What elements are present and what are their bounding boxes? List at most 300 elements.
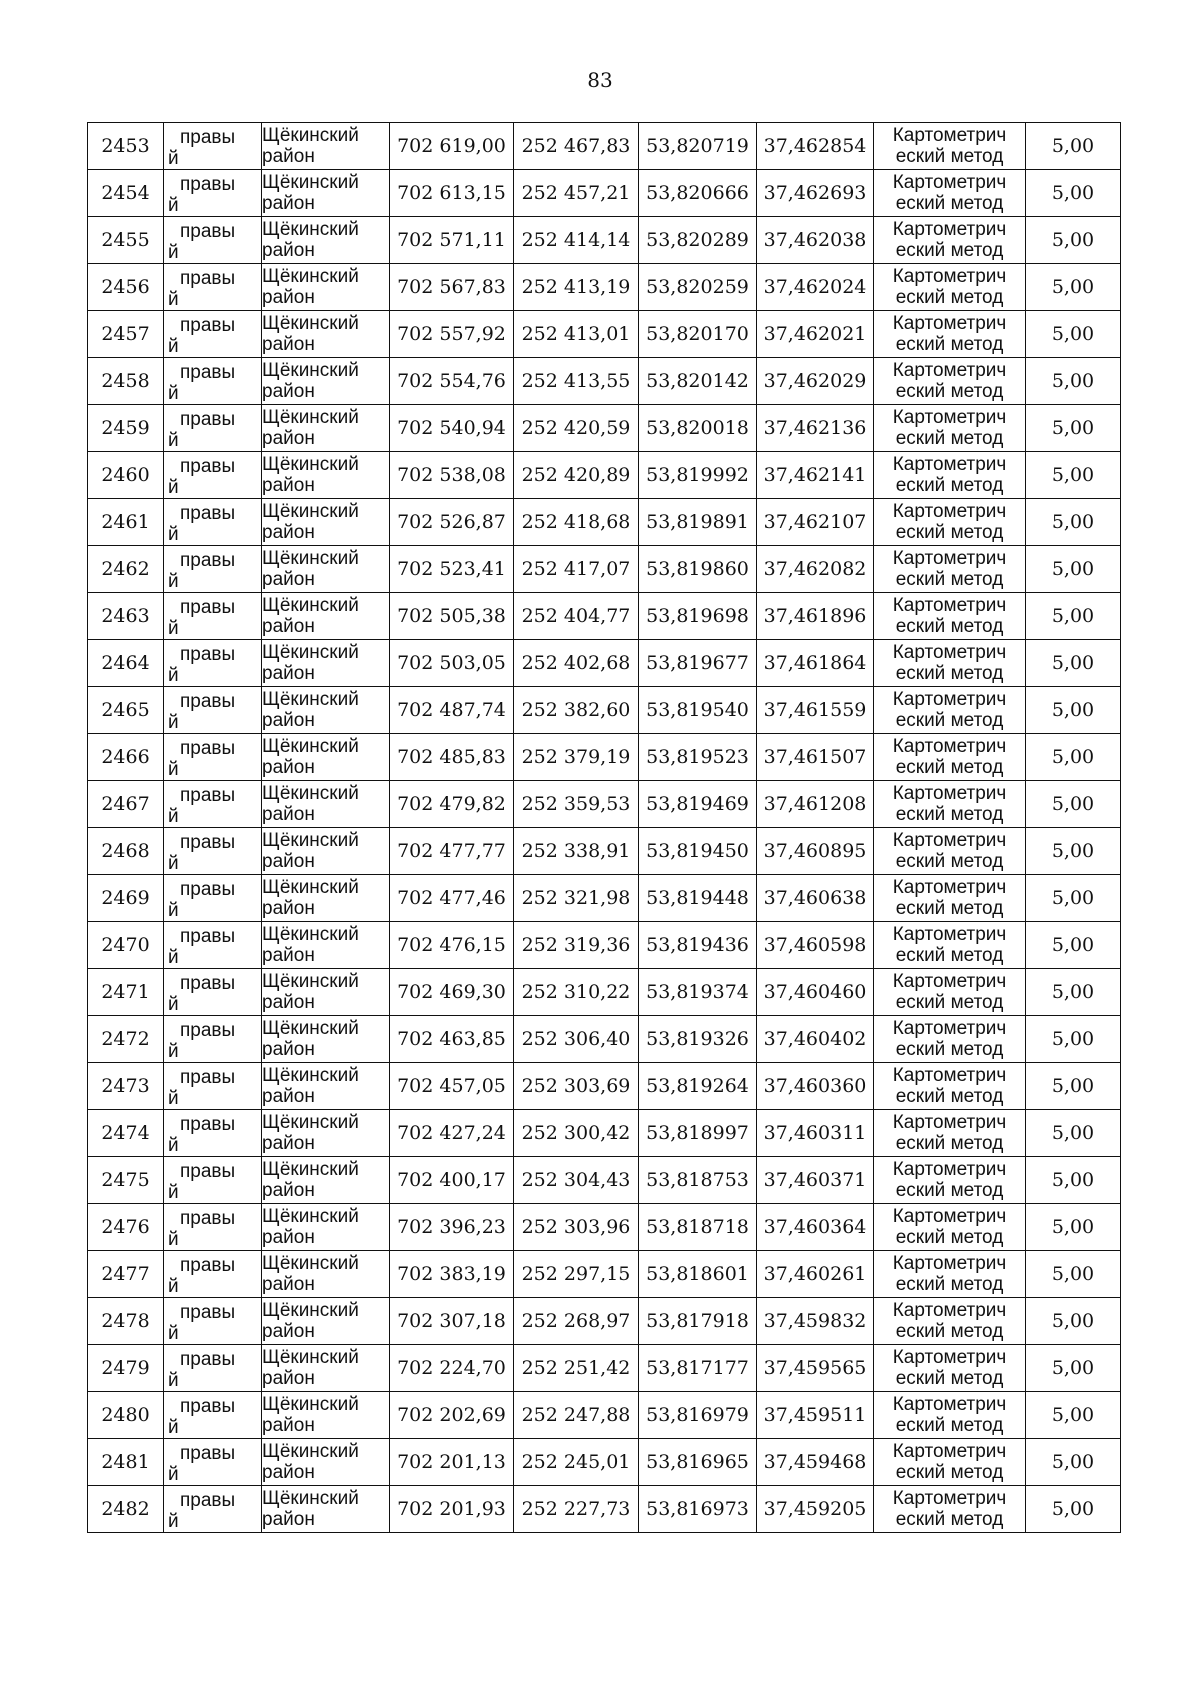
side-cell (164, 311, 262, 358)
district-text-line1: Щёкинский (262, 219, 359, 240)
side-text-line2: й (168, 993, 179, 1015)
method-text-line1: Картометрич (892, 125, 1007, 146)
district-cell (262, 640, 390, 687)
latitude-cell: 53,819448 (639, 875, 757, 922)
method-cell (874, 170, 1026, 217)
side-text-line1: правы (180, 1254, 236, 1276)
district-cell (262, 1204, 390, 1251)
y-coordinate-cell: 252 413,19 (514, 264, 639, 311)
method-text-line2: еский метод (895, 146, 1004, 167)
method-text-line1: Картометрич (892, 454, 1007, 475)
longitude-cell: 37,460371 (757, 1157, 874, 1204)
x-coordinate-cell: 702 383,19 (390, 1251, 514, 1298)
table-row (88, 687, 1121, 734)
side-cell (164, 1298, 262, 1345)
x-coordinate-cell: 702 224,70 (390, 1345, 514, 1392)
district-text-line1: Щёкинский (262, 501, 359, 522)
side-cell (164, 1486, 262, 1533)
accuracy-cell: 5,00 (1026, 1486, 1121, 1533)
district-text-line2: район (262, 1368, 315, 1389)
y-coordinate-cell: 252 467,83 (514, 123, 639, 170)
accuracy-cell: 5,00 (1026, 922, 1121, 969)
accuracy-cell: 5,00 (1026, 499, 1121, 546)
accuracy-cell: 5,00 (1026, 170, 1121, 217)
district-text-line1: Щёкинский (262, 172, 359, 193)
longitude-cell: 37,462693 (757, 170, 874, 217)
side-cell (164, 969, 262, 1016)
side-text-line1: правы (180, 455, 236, 477)
method-text-line1: Картометрич (892, 1488, 1007, 1509)
district-text-line1: Щёкинский (262, 1441, 359, 1462)
side-cell (164, 358, 262, 405)
side-text-line1: правы (180, 690, 236, 712)
district-text-line2: район (262, 1274, 315, 1295)
district-cell (262, 593, 390, 640)
district-text-line2: район (262, 851, 315, 872)
method-text-line1: Картометрич (892, 1018, 1007, 1039)
method-text-line2: еский метод (895, 193, 1004, 214)
longitude-cell: 37,460261 (757, 1251, 874, 1298)
method-text-line1: Картометрич (892, 219, 1007, 240)
side-text-line1: правы (180, 1489, 236, 1511)
x-coordinate-cell: 702 485,83 (390, 734, 514, 781)
method-cell (874, 734, 1026, 781)
side-text-line1: правы (180, 1113, 236, 1135)
side-text-line1: правы (180, 1442, 236, 1464)
point-number-cell: 2471 (88, 969, 164, 1016)
x-coordinate-cell: 702 554,76 (390, 358, 514, 405)
method-text-line1: Картометрич (892, 642, 1007, 663)
table-row (88, 1016, 1121, 1063)
method-cell (874, 452, 1026, 499)
point-number-cell: 2455 (88, 217, 164, 264)
latitude-cell: 53,819523 (639, 734, 757, 781)
accuracy-cell: 5,00 (1026, 546, 1121, 593)
x-coordinate-cell: 702 477,46 (390, 875, 514, 922)
method-text-line2: еский метод (895, 475, 1004, 496)
side-cell (164, 499, 262, 546)
longitude-cell: 37,460364 (757, 1204, 874, 1251)
longitude-cell: 37,461208 (757, 781, 874, 828)
method-text-line2: еский метод (895, 663, 1004, 684)
district-cell (262, 311, 390, 358)
x-coordinate-cell: 702 619,00 (390, 123, 514, 170)
longitude-cell: 37,460598 (757, 922, 874, 969)
y-coordinate-cell: 252 402,68 (514, 640, 639, 687)
side-cell (164, 1345, 262, 1392)
method-text-line1: Картометрич (892, 689, 1007, 710)
table-row (88, 1298, 1121, 1345)
side-text-line2: й (168, 194, 179, 216)
side-cell (164, 1016, 262, 1063)
method-text-line2: еский метод (895, 1274, 1004, 1295)
district-text-line1: Щёкинский (262, 1065, 359, 1086)
district-cell (262, 1016, 390, 1063)
longitude-cell: 37,460402 (757, 1016, 874, 1063)
method-text-line2: еский метод (895, 945, 1004, 966)
side-cell (164, 1204, 262, 1251)
x-coordinate-cell: 702 503,05 (390, 640, 514, 687)
district-text-line2: район (262, 381, 315, 402)
point-number-cell: 2480 (88, 1392, 164, 1439)
method-text-line1: Картометрич (892, 830, 1007, 851)
district-text-line1: Щёкинский (262, 313, 359, 334)
district-text-line2: район (262, 1415, 315, 1436)
x-coordinate-cell: 702 307,18 (390, 1298, 514, 1345)
x-coordinate-cell: 702 396,23 (390, 1204, 514, 1251)
method-cell (874, 1439, 1026, 1486)
district-text-line1: Щёкинский (262, 1300, 359, 1321)
x-coordinate-cell: 702 463,85 (390, 1016, 514, 1063)
y-coordinate-cell: 252 338,91 (514, 828, 639, 875)
district-text-line1: Щёкинский (262, 266, 359, 287)
table-row (88, 452, 1121, 499)
district-cell (262, 123, 390, 170)
accuracy-cell: 5,00 (1026, 1110, 1121, 1157)
side-text-line2: й (168, 664, 179, 686)
side-cell (164, 546, 262, 593)
latitude-cell: 53,819264 (639, 1063, 757, 1110)
longitude-cell: 37,460311 (757, 1110, 874, 1157)
method-text-line2: еский метод (895, 1415, 1004, 1436)
y-coordinate-cell: 252 359,53 (514, 781, 639, 828)
latitude-cell: 53,816965 (639, 1439, 757, 1486)
method-text-line2: еский метод (895, 334, 1004, 355)
table-row (88, 1251, 1121, 1298)
accuracy-cell: 5,00 (1026, 264, 1121, 311)
longitude-cell: 37,462021 (757, 311, 874, 358)
district-text-line2: район (262, 428, 315, 449)
method-cell (874, 1392, 1026, 1439)
accuracy-cell: 5,00 (1026, 781, 1121, 828)
method-cell (874, 1110, 1026, 1157)
table-row (88, 1204, 1121, 1251)
method-text-line2: еский метод (895, 240, 1004, 261)
latitude-cell: 53,818753 (639, 1157, 757, 1204)
side-text-line1: правы (180, 314, 236, 336)
method-text-line1: Картометрич (892, 1112, 1007, 1133)
side-text-line2: й (168, 1416, 179, 1438)
side-text-line2: й (168, 1040, 179, 1062)
point-number-cell: 2458 (88, 358, 164, 405)
method-text-line2: еский метод (895, 428, 1004, 449)
table-row (88, 1063, 1121, 1110)
side-text-line1: правы (180, 408, 236, 430)
side-text-line2: й (168, 1228, 179, 1250)
district-cell (262, 1110, 390, 1157)
district-text-line2: район (262, 710, 315, 731)
district-text-line2: район (262, 804, 315, 825)
district-cell (262, 1298, 390, 1345)
accuracy-cell: 5,00 (1026, 1251, 1121, 1298)
district-text-line1: Щёкинский (262, 1488, 359, 1509)
side-text-line2: й (168, 1275, 179, 1297)
side-cell (164, 828, 262, 875)
side-cell (164, 1392, 262, 1439)
point-number-cell: 2481 (88, 1439, 164, 1486)
method-text-line2: еский метод (895, 569, 1004, 590)
accuracy-cell: 5,00 (1026, 311, 1121, 358)
latitude-cell: 53,819436 (639, 922, 757, 969)
latitude-cell: 53,819677 (639, 640, 757, 687)
side-cell (164, 593, 262, 640)
accuracy-cell: 5,00 (1026, 734, 1121, 781)
method-text-line1: Картометрич (892, 1441, 1007, 1462)
side-text-line2: й (168, 1463, 179, 1485)
longitude-cell: 37,459511 (757, 1392, 874, 1439)
table-row (88, 828, 1121, 875)
x-coordinate-cell: 702 538,08 (390, 452, 514, 499)
district-text-line1: Щёкинский (262, 1347, 359, 1368)
point-number-cell: 2465 (88, 687, 164, 734)
longitude-cell: 37,459468 (757, 1439, 874, 1486)
district-text-line2: район (262, 1086, 315, 1107)
table-row (88, 640, 1121, 687)
method-text-line2: еский метод (895, 898, 1004, 919)
page-number: 83 (587, 68, 613, 92)
accuracy-cell: 5,00 (1026, 687, 1121, 734)
method-text-line1: Картометрич (892, 736, 1007, 757)
side-text-line1: правы (180, 643, 236, 665)
latitude-cell: 53,819326 (639, 1016, 757, 1063)
accuracy-cell: 5,00 (1026, 1439, 1121, 1486)
district-text-line1: Щёкинский (262, 407, 359, 428)
x-coordinate-cell: 702 526,87 (390, 499, 514, 546)
point-number-cell: 2454 (88, 170, 164, 217)
method-text-line2: еский метод (895, 1039, 1004, 1060)
y-coordinate-cell: 252 382,60 (514, 687, 639, 734)
method-text-line1: Картометрич (892, 172, 1007, 193)
accuracy-cell: 5,00 (1026, 358, 1121, 405)
method-text-line1: Картометрич (892, 501, 1007, 522)
method-cell (874, 1298, 1026, 1345)
method-text-line1: Картометрич (892, 783, 1007, 804)
method-cell (874, 875, 1026, 922)
x-coordinate-cell: 702 487,74 (390, 687, 514, 734)
longitude-cell: 37,462082 (757, 546, 874, 593)
x-coordinate-cell: 702 400,17 (390, 1157, 514, 1204)
district-text-line1: Щёкинский (262, 125, 359, 146)
point-number-cell: 2460 (88, 452, 164, 499)
accuracy-cell: 5,00 (1026, 969, 1121, 1016)
method-cell (874, 593, 1026, 640)
x-coordinate-cell: 702 567,83 (390, 264, 514, 311)
method-text-line2: еский метод (895, 616, 1004, 637)
latitude-cell: 53,817918 (639, 1298, 757, 1345)
method-text-line2: еский метод (895, 1086, 1004, 1107)
y-coordinate-cell: 252 413,55 (514, 358, 639, 405)
method-cell (874, 687, 1026, 734)
district-text-line1: Щёкинский (262, 360, 359, 381)
side-cell (164, 217, 262, 264)
side-cell (164, 405, 262, 452)
method-text-line2: еский метод (895, 1462, 1004, 1483)
method-text-line2: еский метод (895, 522, 1004, 543)
point-number-cell: 2482 (88, 1486, 164, 1533)
district-text-line2: район (262, 663, 315, 684)
district-text-line1: Щёкинский (262, 548, 359, 569)
side-text-line1: правы (180, 596, 236, 618)
table-row (88, 1345, 1121, 1392)
district-cell (262, 1392, 390, 1439)
district-cell (262, 969, 390, 1016)
method-text-line1: Картометрич (892, 1159, 1007, 1180)
district-cell (262, 734, 390, 781)
side-text-line1: правы (180, 831, 236, 853)
side-cell (164, 781, 262, 828)
table-row (88, 405, 1121, 452)
table-row (88, 1157, 1121, 1204)
table-row (88, 922, 1121, 969)
side-cell (164, 640, 262, 687)
y-coordinate-cell: 252 297,15 (514, 1251, 639, 1298)
y-coordinate-cell: 252 321,98 (514, 875, 639, 922)
side-text-line2: й (168, 288, 179, 310)
table-row (88, 217, 1121, 264)
accuracy-cell: 5,00 (1026, 875, 1121, 922)
district-text-line1: Щёкинский (262, 1253, 359, 1274)
table-row (88, 1439, 1121, 1486)
y-coordinate-cell: 252 247,88 (514, 1392, 639, 1439)
x-coordinate-cell: 702 557,92 (390, 311, 514, 358)
side-text-line2: й (168, 476, 179, 498)
latitude-cell: 53,820259 (639, 264, 757, 311)
point-number-cell: 2477 (88, 1251, 164, 1298)
longitude-cell: 37,459832 (757, 1298, 874, 1345)
district-text-line2: район (262, 1039, 315, 1060)
side-text-line2: й (168, 429, 179, 451)
district-cell (262, 828, 390, 875)
district-cell (262, 170, 390, 217)
y-coordinate-cell: 252 420,59 (514, 405, 639, 452)
accuracy-cell: 5,00 (1026, 1298, 1121, 1345)
y-coordinate-cell: 252 268,97 (514, 1298, 639, 1345)
method-text-line1: Картометрич (892, 924, 1007, 945)
x-coordinate-cell: 702 469,30 (390, 969, 514, 1016)
method-text-line1: Картометрич (892, 595, 1007, 616)
y-coordinate-cell: 252 414,14 (514, 217, 639, 264)
district-text-line2: район (262, 1321, 315, 1342)
y-coordinate-cell: 252 303,69 (514, 1063, 639, 1110)
side-text-line1: правы (180, 361, 236, 383)
district-cell (262, 1251, 390, 1298)
x-coordinate-cell: 702 427,24 (390, 1110, 514, 1157)
district-cell (262, 1063, 390, 1110)
table-row (88, 499, 1121, 546)
table-row (88, 170, 1121, 217)
side-text-line2: й (168, 1134, 179, 1156)
district-text-line2: район (262, 757, 315, 778)
latitude-cell: 53,820666 (639, 170, 757, 217)
district-text-line2: район (262, 146, 315, 167)
district-cell (262, 1439, 390, 1486)
table-row (88, 875, 1121, 922)
district-text-line1: Щёкинский (262, 1394, 359, 1415)
table-row (88, 1392, 1121, 1439)
side-text-line2: й (168, 382, 179, 404)
side-text-line2: й (168, 1322, 179, 1344)
method-text-line1: Картометрич (892, 1065, 1007, 1086)
table-body (88, 123, 1121, 1533)
longitude-cell: 37,461507 (757, 734, 874, 781)
district-cell (262, 922, 390, 969)
method-cell (874, 1063, 1026, 1110)
side-text-line1: правы (180, 220, 236, 242)
side-cell (164, 1251, 262, 1298)
accuracy-cell: 5,00 (1026, 452, 1121, 499)
method-text-line1: Картометрич (892, 360, 1007, 381)
district-text-line1: Щёкинский (262, 877, 359, 898)
longitude-cell: 37,459565 (757, 1345, 874, 1392)
method-text-line2: еский метод (895, 757, 1004, 778)
point-number-cell: 2469 (88, 875, 164, 922)
district-cell (262, 217, 390, 264)
method-text-line2: еский метод (895, 1368, 1004, 1389)
method-text-line2: еский метод (895, 710, 1004, 731)
district-cell (262, 1345, 390, 1392)
longitude-cell: 37,461896 (757, 593, 874, 640)
y-coordinate-cell: 252 227,73 (514, 1486, 639, 1533)
side-text-line2: й (168, 1369, 179, 1391)
method-cell (874, 1157, 1026, 1204)
method-text-line2: еский метод (895, 381, 1004, 402)
side-text-line1: правы (180, 784, 236, 806)
side-cell (164, 922, 262, 969)
district-text-line1: Щёкинский (262, 736, 359, 757)
latitude-cell: 53,818601 (639, 1251, 757, 1298)
latitude-cell: 53,819891 (639, 499, 757, 546)
side-cell (164, 1157, 262, 1204)
side-text-line2: й (168, 335, 179, 357)
district-cell (262, 875, 390, 922)
latitude-cell: 53,819450 (639, 828, 757, 875)
side-text-line2: й (168, 711, 179, 733)
district-text-line2: район (262, 898, 315, 919)
latitude-cell: 53,820142 (639, 358, 757, 405)
district-text-line1: Щёкинский (262, 642, 359, 663)
longitude-cell: 37,460360 (757, 1063, 874, 1110)
table-row (88, 593, 1121, 640)
point-number-cell: 2478 (88, 1298, 164, 1345)
side-cell (164, 452, 262, 499)
longitude-cell: 37,459205 (757, 1486, 874, 1533)
method-text-line1: Картометрич (892, 407, 1007, 428)
accuracy-cell: 5,00 (1026, 1345, 1121, 1392)
district-text-line1: Щёкинский (262, 971, 359, 992)
longitude-cell: 37,460895 (757, 828, 874, 875)
longitude-cell: 37,462854 (757, 123, 874, 170)
table-row (88, 781, 1121, 828)
longitude-cell: 37,462029 (757, 358, 874, 405)
x-coordinate-cell: 702 477,77 (390, 828, 514, 875)
method-text-line1: Картометрич (892, 1206, 1007, 1227)
method-cell (874, 405, 1026, 452)
side-text-line1: правы (180, 1066, 236, 1088)
latitude-cell: 53,819374 (639, 969, 757, 1016)
district-text-line2: район (262, 1180, 315, 1201)
district-text-line1: Щёкинский (262, 1206, 359, 1227)
x-coordinate-cell: 702 571,11 (390, 217, 514, 264)
point-number-cell: 2479 (88, 1345, 164, 1392)
side-text-line1: правы (180, 267, 236, 289)
x-coordinate-cell: 702 505,38 (390, 593, 514, 640)
method-text-line2: еский метод (895, 1509, 1004, 1530)
accuracy-cell: 5,00 (1026, 123, 1121, 170)
side-text-line2: й (168, 523, 179, 545)
table-row (88, 358, 1121, 405)
side-text-line2: й (168, 147, 179, 169)
method-cell (874, 499, 1026, 546)
